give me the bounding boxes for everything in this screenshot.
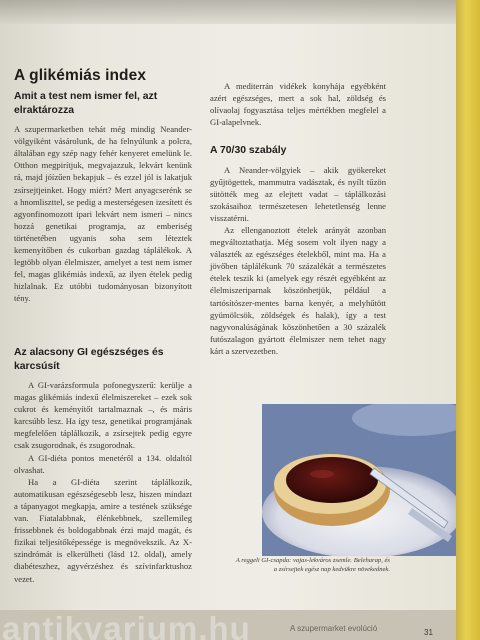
section-heading-1: Amit a test nem ismer fel, azt elraktározza bbox=[14, 91, 158, 116]
left-column bbox=[14, 67, 192, 305]
photo-caption: A reggeli GI-csapda: vajas-lekváros zsemle. Beleharap, és a zsírsejtek egész nap kedvükre növekednek. bbox=[235, 557, 390, 573]
watermark-text: antikvarium.hu bbox=[2, 610, 251, 640]
yellow-page-edge bbox=[456, 0, 480, 640]
page-title: A glikémiás index bbox=[14, 67, 147, 84]
right-column bbox=[210, 144, 386, 357]
section1-paragraph: A szupermarketben tehát még mindig Neander-völgyiként vásárolunk, de ha felnyúlunk a polcra, általában egy szép nagy fehér kenyeret emelünk le. Otthon megpirítjuk, megvajazzuk, lekvárt kenünk rá, majd jóízűen bekapjuk – és ezzel jól is lakatjuk zsírsejtjeinket. Hogy miért? Mert anyagcserénk se a hnomliszttel, se pedig a mesterségesen izesített és agyonfinomozott ipari lekvárt nem ismeri – nincs hozzá genetikai programja, az emberiség történetében ugyanis soha sem léteztek kemenyítőben és cukorban gazdag táplálékok. A legtöbb olyan élelmiszer, amelyet a test nem ismer fel, magas glikémiás indexű, az ilyen ételek pedig hizlalnak. Ez utóbbi tudományosan bizonyított tény. bbox=[14, 124, 192, 304]
left-column-lower bbox=[14, 346, 192, 585]
section-heading-3: A 70/30 szabály bbox=[210, 145, 287, 156]
intro-paragraph: A mediterrán vidékek konyhája egyébként azért egészséges, mert a sok hal, zöldség és olívaolaj fogyasztása teljes mértékben megfelel a GI-alapelvnek. bbox=[210, 81, 386, 128]
right-column-intro bbox=[210, 80, 386, 128]
section2-paragraph-2: A GI-diéta pontos menetéről a 134. oldaltól olvashat. bbox=[14, 452, 192, 475]
section2-paragraph-3: Ha a GI-diéta szerint táplálkozik, automatikusan egészségesebb lesz, hiszen mindazt a tápanyagot megkapja, amire a testének szüksége van. Fiatalabbnak, élénkebbnek, szellemileg frissebbnek és boldogabbnak érzi majd magát, és fizikai teljesítőképessége is megnövekszik. Az X-szindrómát is elkerülheti (lásd 12. oldal), amely diabéteszhez, agyvérzéshez és szívinfarktushoz vezet. bbox=[14, 476, 192, 584]
bread-roll-illustration bbox=[262, 404, 456, 556]
breakfast-photo bbox=[262, 404, 456, 556]
section-heading-2: Az alacsony GI egészséges és karcsúsít bbox=[14, 347, 164, 372]
section3-paragraph-1: A Neander-völgyiek – akik gyökereket gyűjtögettek, mammutra vadásztak, és nyílt tűzön sütötték meg az elejtett vadat – táplálkozási szokásaihoz természetesen lehetetlenség lenne visszatérni. bbox=[210, 164, 386, 223]
page-number: 31 bbox=[424, 628, 433, 637]
section3-paragraph-2: Az ellenganoztott ételek arányát azonban megváltoztathatja. Még sosem volt ilyen nagy a választék az egészséges ételekből, mint ma. Ha a jövőben táplálékunk 70 százalékát a természetes ételek teszik ki (amelyek egy részét egyébként az élelmiszeriparnak köszönhetjük, például a tartósítószer-mentes barna kenyér, a melyhűtött gyümölcsök, zöldségek és halak), így a test nagyvonalúságának köszönhetően a 30 százalék futószalagon gyártott élelmiszer nem tehet nagy kárt a szervezetben. bbox=[210, 224, 386, 356]
section2-paragraph-1: A GI-varázsformula pofonegyszerű: kerülje a magas glikémiás indexű élelmiszereket – ezek sok cukrot és keményítőt tartalmaznak –, és máris karcsúbb lesz. Ha így tesz, genetikai programjának megfelelően táplálkozik, a zsírsejtek pedig egyre csak zsugorodnak, és zsugorodnak. bbox=[14, 380, 192, 451]
footer-chapter-title: A szupermarket evolúció bbox=[290, 624, 378, 633]
page-shadow bbox=[0, 0, 456, 24]
